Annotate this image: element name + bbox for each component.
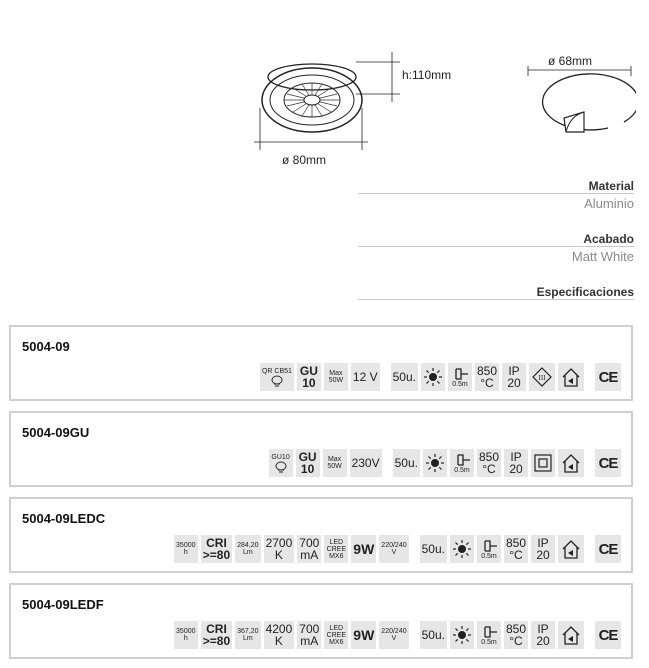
spec-badge [477, 449, 501, 477]
spec-badge [297, 535, 321, 563]
spec-badge-bottom: >=80 [202, 634, 231, 648]
spec-badge-top: IP [537, 622, 549, 636]
lamp-type-badge [269, 449, 293, 477]
spec-badge-top: CRI [206, 622, 227, 636]
spec-badge-bottom: mA [300, 634, 319, 648]
cable-length-text: 0.5m [481, 638, 497, 646]
spec-badge-top: 9W [353, 541, 375, 557]
led-text: LED [329, 624, 344, 632]
spec-badge [351, 363, 380, 391]
finish-label: Acabado [583, 232, 634, 246]
product-row [9, 411, 633, 487]
spec-badge-top: 4200 [265, 622, 293, 636]
cable-length-badge [448, 363, 472, 391]
spec-badge-top: 50u. [392, 370, 416, 384]
spec-badge [264, 535, 295, 563]
spec-badge-top: 50u. [421, 542, 445, 556]
cable-icon [450, 367, 470, 381]
led-brand-text: CREE [326, 545, 347, 553]
spec-badge [531, 535, 555, 563]
spec-badge-top: 35000 [176, 542, 196, 549]
material-label: Material [588, 179, 634, 193]
spec-badge-top: IP [510, 450, 522, 464]
product-code: 5004-09LEDF [22, 597, 104, 612]
spec-badge-bottom: K [274, 548, 283, 562]
spec-badge-bottom: K [274, 634, 283, 648]
spec-badge-top: 850 [505, 622, 526, 636]
spec-badge [297, 621, 321, 649]
material-spec [358, 172, 634, 194]
spec-badge [475, 363, 499, 391]
led-model-text: MX6 [329, 638, 344, 646]
sun-icon [450, 621, 474, 649]
product-code: 5004-09 [22, 339, 70, 354]
spec-badge-top: GU [299, 364, 318, 378]
house-icon [558, 363, 584, 391]
spec-badge-top: 700 [299, 622, 320, 636]
spec-badge-bottom: mA [300, 548, 319, 562]
spec-badge-top: IP [508, 364, 520, 378]
spec-badge [350, 449, 382, 477]
spec-badge [235, 535, 260, 563]
spec-icons [174, 620, 621, 650]
cable-length-badge [450, 449, 474, 477]
spec-icons [260, 362, 621, 392]
product-code: 5004-09LEDC [22, 511, 106, 526]
spec-badge-top: 850 [476, 364, 497, 378]
lamp-type-text: QR CB51 [261, 367, 292, 375]
house-icon [558, 449, 584, 477]
spec-badge-bottom: °C [480, 376, 494, 390]
spec-badge-top: 12 V [352, 370, 378, 384]
cable-length-badge [477, 621, 501, 649]
spec-badge-top: 220/240 [381, 628, 407, 635]
product-row [9, 583, 633, 659]
spec-badge [504, 449, 528, 477]
spec-badge-bottom: 10 [302, 376, 316, 390]
spec-badge-bottom: 50W [327, 463, 342, 470]
spec-badge [174, 535, 198, 563]
spec-badge-bottom: 10 [300, 462, 315, 476]
spec-badge-top: 850 [505, 536, 526, 550]
specifications-heading-block [358, 278, 634, 300]
spec-badge-bottom: h [183, 635, 188, 642]
spec-badge-top: 284,20 [237, 542, 259, 549]
class3-icon [529, 363, 555, 391]
spec-badge-top: CRI [206, 536, 227, 550]
spec-badge-top: 220/240 [381, 542, 407, 549]
lamp-type-text: GU10 [271, 453, 290, 461]
spec-badge [297, 363, 321, 391]
height-label: h:110mm [402, 68, 452, 82]
spec-badge [201, 535, 232, 563]
spec-badge-bottom: 20 [536, 548, 550, 562]
cutout-drawing [526, 66, 636, 146]
spec-badge-top: GU [298, 450, 317, 464]
class2-icon [531, 449, 555, 477]
material-value: Aluminio [584, 196, 634, 211]
spec-badge-bottom: V [391, 549, 397, 556]
spec-badge [531, 621, 555, 649]
lamp-type-badge [260, 363, 294, 391]
spec-badge [324, 363, 348, 391]
spec-badge-bottom: °C [482, 462, 496, 476]
spec-badge [420, 535, 447, 563]
spec-badge [504, 535, 528, 563]
spec-badge [264, 621, 295, 649]
spec-badge-top: 50u. [394, 456, 418, 470]
led-text: LED [329, 538, 344, 546]
cable-icon [479, 625, 499, 639]
spec-badge [201, 621, 232, 649]
cable-icon [452, 453, 472, 467]
house-icon [558, 535, 584, 563]
spec-icons [269, 448, 621, 478]
spec-badge [351, 535, 376, 563]
cable-icon [479, 539, 499, 553]
finish-value: Matt White [571, 249, 634, 264]
spec-badge-top: 2700 [265, 536, 293, 550]
led-model-text: MX6 [329, 552, 344, 560]
led-source-badge [324, 535, 348, 563]
spec-badge-bottom: h [183, 549, 188, 556]
house-icon [558, 621, 584, 649]
cable-length-badge [477, 535, 501, 563]
ce-mark-icon: CE [595, 449, 621, 477]
spec-badge-bottom: 20 [509, 462, 523, 476]
bulb-icon [270, 375, 284, 387]
spec-badge [391, 363, 418, 391]
spec-badge-top: 9W [353, 627, 375, 643]
product-row [9, 497, 633, 573]
sun-icon [423, 449, 447, 477]
luminaire-drawing [250, 50, 410, 160]
spec-badge [351, 621, 376, 649]
spec-badge [296, 449, 320, 477]
diameter-label: ø 80mm [282, 153, 327, 167]
spec-badge-bottom: °C [509, 634, 523, 648]
bulb-icon [274, 461, 288, 473]
spec-badge [379, 535, 408, 563]
spec-badge-bottom: Lm [242, 635, 253, 642]
cable-length-text: 0.5m [454, 466, 470, 474]
spec-badge-bottom: Lm [242, 549, 253, 556]
spec-badge-top: 35000 [176, 628, 196, 635]
cable-length-text: 0.5m [481, 552, 497, 560]
spec-badge [235, 621, 260, 649]
ce-mark-icon: CE [595, 535, 621, 563]
spec-badge [379, 621, 408, 649]
spec-badge [420, 621, 447, 649]
spec-badge-top: Max [327, 456, 342, 463]
specifications-label: Especificaciones [536, 285, 634, 299]
spec-badge-bottom: >=80 [202, 548, 231, 562]
svg-text:III: III [538, 374, 546, 382]
spec-badge-bottom: 50W [328, 377, 344, 384]
spec-badge-top: 50u. [421, 628, 445, 642]
spec-badge [174, 621, 198, 649]
spec-badge [323, 449, 347, 477]
spec-icons [174, 534, 621, 564]
spec-badge-top: 367,20 [237, 628, 259, 635]
spec-badge [502, 363, 526, 391]
spec-badge-bottom: 20 [536, 634, 550, 648]
spec-badge-top: 850 [478, 450, 499, 464]
product-row [9, 325, 633, 401]
spec-badge-bottom: V [391, 635, 397, 642]
finish-spec [358, 225, 634, 247]
spec-badge-top: Max [329, 370, 343, 377]
led-source-badge [324, 621, 348, 649]
ce-mark-icon: CE [595, 363, 621, 391]
spec-badge-top: 700 [299, 536, 320, 550]
spec-badge [393, 449, 420, 477]
ce-mark-icon: CE [595, 621, 621, 649]
spec-badge-bottom: 20 [507, 376, 521, 390]
sun-icon [421, 363, 445, 391]
spec-badge-top: 230V [351, 456, 380, 470]
cable-length-text: 0.5m [452, 380, 468, 388]
sun-icon [450, 535, 474, 563]
led-brand-text: CREE [326, 631, 347, 639]
spec-badge [504, 621, 528, 649]
spec-badge-bottom: °C [509, 548, 523, 562]
product-code: 5004-09GU [22, 425, 90, 440]
spec-badge-top: IP [537, 536, 549, 550]
cutout-diameter-label: ø 68mm [548, 54, 593, 68]
